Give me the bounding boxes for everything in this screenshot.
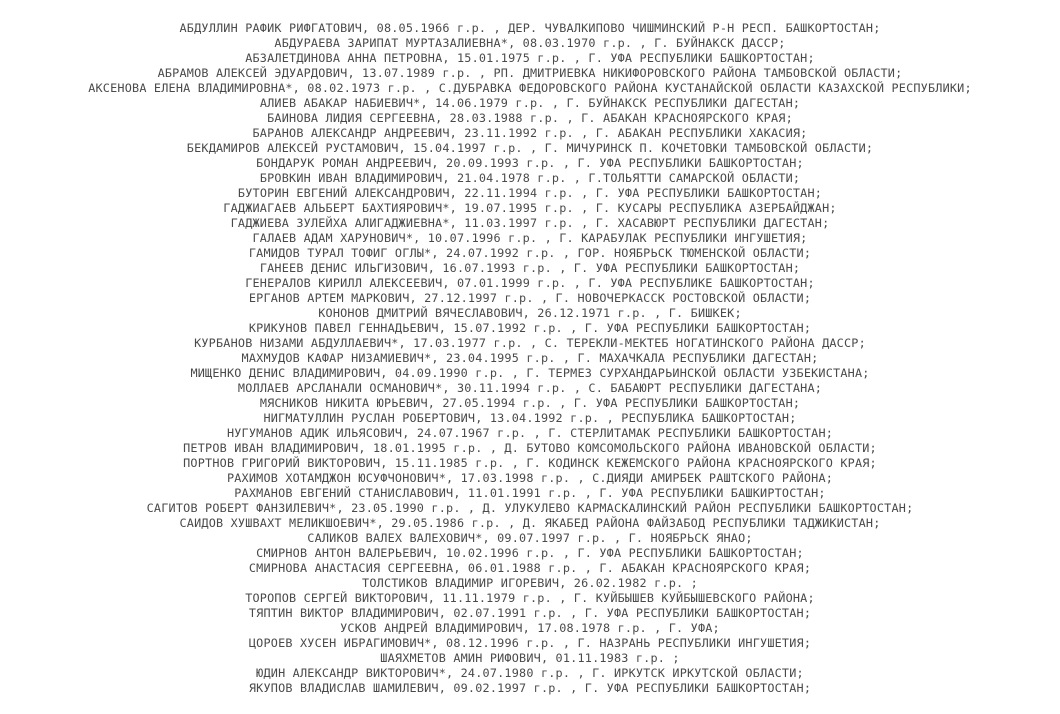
list-item: КОНОНОВ ДМИТРИЙ ВЯЧЕСЛАВОВИЧ, 26.12.1971 г.р. , Г. БИШКЕК;: [318, 306, 742, 320]
list-item: БУТОРИН ЕВГЕНИЙ АЛЕКСАНДРОВИЧ, 22.11.1994 г.р. , Г. УФА РЕСПУБЛИКИ БАШКОРТОСТАН;: [237, 186, 823, 200]
list-item: ГАДЖИЕВА ЗУЛЕЙХА АЛИГАДЖИЕВНА*, 11.03.1997 г.р. , Г. ХАСАВЮРТ РЕСПУБЛИКИ ДАГЕСТАН;: [230, 216, 830, 230]
list-item: ТОЛСТИКОВ ВЛАДИМИР ИГОРЕВИЧ, 26.02.1982 г.р. ;: [362, 576, 698, 590]
list-item: ГАМИДОВ ТУРАЛ ТОФИГ ОГЛЫ*, 24.07.1992 г.р. , ГОР. НОЯБРЬСК ТЮМЕНСКОЙ ОБЛАСТИ;: [248, 246, 812, 260]
list-item: САГИТОВ РОБЕРТ ФАНЗИЛЕВИЧ*, 23.05.1990 г.р. , Д. УЛУКУЛЕВО КАРМАСКАЛИНСКИЙ РАЙОН РЕСПУБЛИКИ БАШКОРТОСТАН;: [146, 501, 914, 515]
list-item: АКСЕНОВА ЕЛЕНА ВЛАДИМИРОВНА*, 08.02.1973 г.р. , С.ДУБРАВКА ФЕДОРОВСКОГО РАЙОНА КУСТАНАЙСКОЙ ОБЛАСТИ КАЗАХСКОЙ РЕСПУБЛИКИ;: [88, 81, 972, 95]
list-item: РАХИМОВ ХОТАМДЖОН ЮСУФЧОНОВИЧ*, 17.03.1998 г.р. , С.ДИЯДИ АМИРБЕК РАШТСКОГО РАЙОНА;: [226, 471, 834, 485]
list-item: ШАЯХМЕТОВ АМИН РИФОВИЧ, 01.11.1983 г.р. ;: [380, 651, 680, 665]
list-item: САИДОВ ХУШВАХТ МЕЛИКШОЕВИЧ*, 29.05.1986 г.р. , Д. ЯКАБЕД РАЙОНА ФАЙЗАБОД РЕСПУБЛИКИ ТАДЖИКИСТАН;: [179, 516, 881, 530]
list-item: АБДУЛЛИН РАФИК РИФГАТОВИЧ, 08.05.1966 г.р. , ДЕР. ЧУВАЛКИПОВО ЧИШМИНСКИЙ Р-Н РЕСП. БАШКОРТОСТАН;: [179, 21, 881, 35]
list-item: САЛИКОВ ВАЛЕХ ВАЛЕХОВИЧ*, 09.07.1997 г.р. , Г. НОЯБРЬСК ЯНАО;: [307, 531, 753, 545]
list-item: КУРБАНОВ НИЗАМИ АБДУЛЛАЕВИЧ*, 17.03.1977 г.р. , С. ТЕРЕКЛИ-МЕКТЕБ НОГАТИНСКОГО РАЙОНА ДАССР;: [194, 336, 866, 350]
list-item: ГАДЖИАГАЕВ АЛЬБЕРТ БАХТИЯРОВИЧ*, 19.07.1995 г.р. , Г. КУСАРЫ РЕСПУБЛИКА АЗЕРБАЙДЖАН;: [223, 201, 837, 215]
list-item: МАХМУДОВ КАФАР НИЗАМИЕВИЧ*, 23.04.1995 г.р. , Г. МАХАЧКАЛА РЕСПУБЛИКИ ДАГЕСТАН;: [241, 351, 819, 365]
list-item: ПОРТНОВ ГРИГОРИЙ ВИКТОРОВИЧ, 15.11.1985 г.р. , Г. КОДИНСК КЕЖЕМСКОГО РАЙОНА КРАСНОЯРСКОГО КРАЯ;: [183, 456, 877, 470]
list-item: МЯСНИКОВ НИКИТА ЮРЬЕВИЧ, 27.05.1994 г.р. , Г. УФА РЕСПУБЛИКИ БАШКОРТОСТАН;: [259, 396, 801, 410]
list-item: БРОВКИН ИВАН ВЛАДИМИРОВИЧ, 21.04.1978 г.р. , Г.ТОЛЬЯТТИ САМАРСКОЙ ОБЛАСТИ;: [259, 171, 801, 185]
list-item: ГАЛАЕВ АДАМ ХАРУНОВИЧ*, 10.07.1996 г.р. , Г. КАРАБУЛАК РЕСПУБЛИКИ ИНГУШЕТИЯ;: [252, 231, 808, 245]
list-item: БАРАНОВ АЛЕКСАНДР АНДРЕЕВИЧ, 23.11.1992 г.р. , Г. АБАКАН РЕСПУБЛИКИ ХАКАСИЯ;: [252, 126, 808, 140]
list-item: МИЩЕНКО ДЕНИС ВЛАДИМИРОВИЧ, 04.09.1990 г.р. , Г. ТЕРМЕЗ СУРХАНДАРЬИНСКОЙ ОБЛАСТИ УЗБЕКИСТАНА;: [190, 366, 870, 380]
list-item: КРИКУНОВ ПАВЕЛ ГЕННАДЬЕВИЧ, 15.07.1992 г.р. , Г. УФА РЕСПУБЛИКИ БАШКОРТОСТАН;: [248, 321, 812, 335]
list-item: ГАНЕЕВ ДЕНИС ИЛЬГИЗОВИЧ, 16.07.1993 г.р. , Г. УФА РЕСПУБЛИКИ БАШКОРТОСТАН;: [259, 261, 801, 275]
list-item: ЯКУПОВ ВЛАДИСЛАВ ШАМИЛЕВИЧ, 09.02.1997 г.р. , Г. УФА РЕСПУБЛИКИ БАШКОРТОСТАН;: [248, 681, 812, 695]
list-item: БЕКДАМИРОВ АЛЕКСЕЙ РУСТАМОВИЧ, 15.04.1997 г.р. , Г. МИЧУРИНСК П. КОЧЕТОВКИ ТАМБОВСКОЙ ОБЛАСТИ;: [186, 141, 874, 155]
list-item: БОНДАРУК РОМАН АНДРЕЕВИЧ, 20.09.1993 г.р. , Г. УФА РЕСПУБЛИКИ БАШКОРТОСТАН;: [256, 156, 804, 170]
list-item: МОЛЛАЕВ АРСЛАНАЛИ ОСМАНОВИЧ*, 30.11.1994 г.р. , С. БАБАЮРТ РЕСПУБЛИКИ ДАГЕСТАНА;: [237, 381, 823, 395]
list-item: АБЗАЛЕТДИНОВА АННА ПЕТРОВНА, 15.01.1975 г.р. , Г. УФА РЕСПУБЛИКИ БАШКОРТОСТАН;: [245, 51, 815, 65]
list-item: СМИРНОВ АНТОН ВАЛЕРЬЕВИЧ, 10.02.1996 г.р. , Г. УФА РЕСПУБЛИКИ БАШКОРТОСТАН;: [256, 546, 804, 560]
list-item: НУГУМАНОВ АДИК ИЛЬЯСОВИЧ, 24.07.1967 г.р. , Г. СТЕРЛИТАМАК РЕСПУБЛИКИ БАШКОРТОСТАН;: [226, 426, 834, 440]
list-item: ТОРОПОВ СЕРГЕЙ ВИКТОРОВИЧ, 11.11.1979 г.р. , Г. КУЙБЫШЕВ КУЙБЫШЕВСКОГО РАЙОНА;: [245, 591, 815, 605]
list-item: БАИНОВА ЛИДИЯ СЕРГЕЕВНА, 28.03.1988 г.р. , Г. АБАКАН КРАСНОЯРСКОГО КРАЯ;: [267, 111, 793, 125]
list-item: УСКОВ АНДРЕЙ ВЛАДИМИРОВИЧ, 17.08.1978 г.р. , Г. УФА;: [340, 621, 720, 635]
list-item: ТЯПТИН ВИКТОР ВЛАДИМИРОВИЧ, 02.07.1991 г.р. , Г. УФА РЕСПУБЛИКИ БАШКОРТОСТАН;: [248, 606, 812, 620]
list-item: АБРАМОВ АЛЕКСЕЙ ЭДУАРДОВИЧ, 13.07.1989 г.р. , РП. ДМИТРИЕВКА НИКИФОРОВСКОГО РАЙОНА ТАМБОВСКОЙ ОБЛАСТИ;: [157, 66, 903, 80]
list-item: АБДУРАЕВА ЗАРИПАТ МУРТАЗАЛИЕВНА*, 08.03.1970 г.р. , Г. БУЙНАКСК ДАССР;: [274, 36, 786, 50]
list-item: ПЕТРОВ ИВАН ВЛАДИМИРОВИЧ, 18.01.1995 г.р. , Д. БУТОВО КОМСОМОЛЬСКОГО РАЙОНА ИВАНОВСКОЙ ОБЛАСТИ;: [183, 441, 877, 455]
list-item: ЮДИН АЛЕКСАНДР ВИКТОРОВИЧ*, 24.07.1980 г.р. , Г. ИРКУТСК ИРКУТСКОЙ ОБЛАСТИ;: [256, 666, 804, 680]
list-item: СМИРНОВА АНАСТАСИЯ СЕРГЕЕВНА, 06.01.1988 г.р. , Г. АБАКАН КРАСНОЯРСКОГО КРАЯ;: [248, 561, 812, 575]
list-item: АЛИЕВ АБАКАР НАБИЕВИЧ*, 14.06.1979 г.р. , Г. БУЙНАКСК РЕСПУБЛИКИ ДАГЕСТАН;: [259, 96, 801, 110]
list-item: РАХМАНОВ ЕВГЕНИЙ СТАНИСЛАВОВИЧ, 11.01.1991 г.р. , Г. УФА РЕСПУБЛИКИ БАШКИРТОСТАН;: [234, 486, 826, 500]
list-item: НИГМАТУЛЛИН РУСЛАН РОБЕРТОВИЧ, 13.04.1992 г.р. , РЕСПУБЛИКА БАШКОРТОСТАН;: [263, 411, 797, 425]
list-item: ГЕНЕРАЛОВ КИРИЛЛ АЛЕКСЕЕВИЧ, 07.01.1999 г.р. , Г. УФА РЕСПУБЛИКЕ БАШКОРТОСТАН;: [245, 276, 815, 290]
list-item: ЕРГАНОВ АРТЕМ МАРКОВИЧ, 27.12.1997 г.р. , Г. НОВОЧЕРКАССК РОСТОВСКОЙ ОБЛАСТИ;: [248, 291, 812, 305]
person-list: [0, 21, 1060, 696]
list-item: ЦОРОЕВ ХУСЕН ИБРАГИМОВИЧ*, 08.12.1996 г.р. , Г. НАЗРАНЬ РЕСПУБЛИКИ ИНГУШЕТИЯ;: [248, 636, 812, 650]
